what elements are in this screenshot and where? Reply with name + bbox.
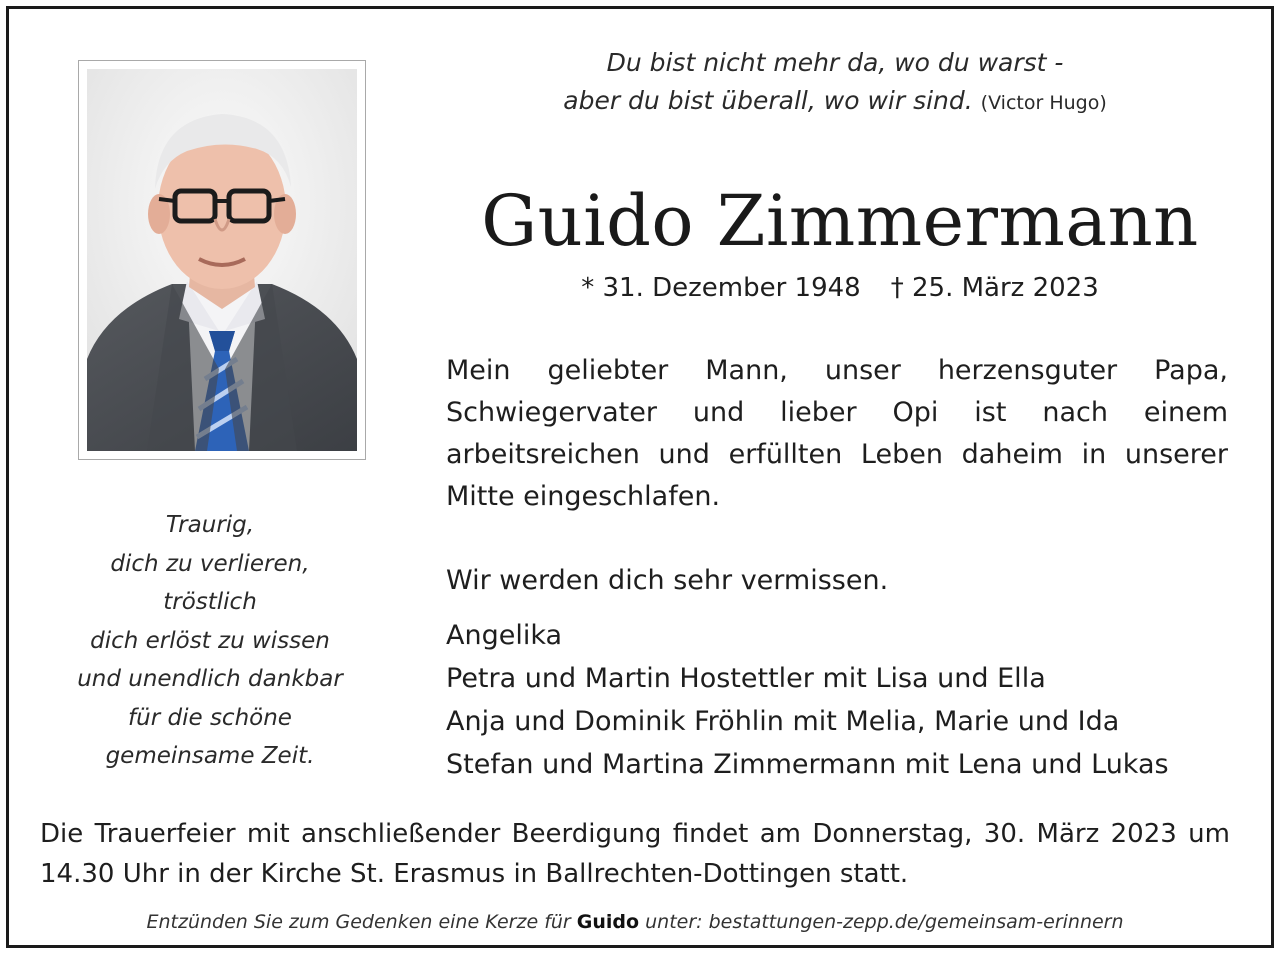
- poem-line: für die schöne: [128, 704, 292, 731]
- poem: [40, 506, 380, 776]
- death-date: † 25. März 2023: [890, 273, 1099, 303]
- funeral-info: Die Trauerfeier mit anschließender Beerdigung findet am Donnerstag, 30. März 2023 um 14.30 Uhr in der Kirche St. Erasmus in Ballrechten-Dottingen statt.: [40, 819, 1230, 889]
- epigraph-quote: [440, 44, 1230, 122]
- poem-line: tröstlich: [163, 589, 257, 615]
- footer-prefix: Entzünden Sie zum Gedenken eine Kerze für: [146, 911, 571, 933]
- deceased-name: Guido Zimmermann: [481, 180, 1199, 262]
- family-member: Petra und Martin Hostettler mit Lisa und Ella: [446, 663, 1046, 694]
- poem-line: gemeinsame Zeit.: [105, 743, 315, 769]
- footer-link[interactable]: unter: bestattungen-zepp.de/gemeinsam-erinnern: [645, 911, 1124, 933]
- miss-line: Wir werden dich sehr vermissen.: [446, 565, 889, 596]
- poem-line: dich erlöst zu wissen: [90, 627, 330, 654]
- poem-line: und unendlich dankbar: [77, 666, 343, 692]
- family-member: Stefan und Martina Zimmermann mit Lena und Lukas: [446, 749, 1169, 780]
- birth-date: * 31. Dezember 1948: [581, 273, 861, 303]
- quote-line-2-text: aber du bist überall, wo wir sind.: [563, 86, 973, 115]
- obituary-message: Mein geliebter Mann, unser herzensguter Papa, Schwiegervater und lieber Opi ist nach einem arbeitsreichen und erfüllten Leben daheim in unserer Mitte eingeschlafen.: [446, 355, 1228, 512]
- portrait-photo: [87, 69, 357, 451]
- quote-line-1: Du bist nicht mehr da, wo du warst -: [606, 48, 1064, 77]
- quote-line-2: [440, 82, 1230, 122]
- quote-author: (Victor Hugo): [980, 92, 1107, 114]
- footer-name: Guido: [576, 911, 640, 933]
- life-dates: [440, 270, 1240, 306]
- family-member: Anja und Dominik Fröhlin mit Melia, Marie und Ida: [446, 706, 1120, 737]
- portrait-illustration: [87, 69, 357, 451]
- family-list: [446, 614, 1228, 786]
- portrait-frame: [78, 60, 366, 460]
- poem-line: dich zu verlieren,: [110, 550, 310, 577]
- family-member: Angelika: [446, 620, 563, 651]
- candle-footer: [40, 910, 1230, 934]
- poem-line: Traurig,: [165, 512, 255, 538]
